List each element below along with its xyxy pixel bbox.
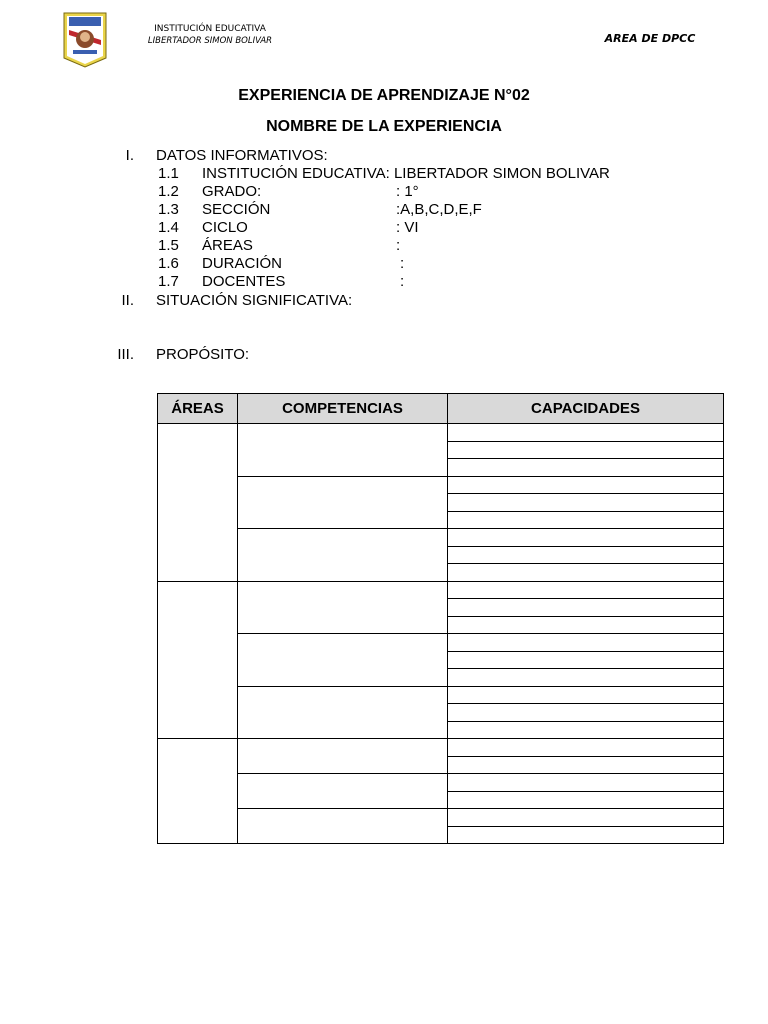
section-1-numeral: I. <box>125 147 134 164</box>
competencia-cell[interactable] <box>238 686 448 739</box>
datos-value: : <box>396 237 401 254</box>
capacidad-cell[interactable] <box>448 704 724 722</box>
table-row <box>158 476 724 494</box>
competencia-cell[interactable] <box>238 774 448 809</box>
page-title: EXPERIENCIA DE APRENDIZAJE N°02 <box>238 87 530 104</box>
school-name-line1: INSTITUCIÓN EDUCATIVA <box>154 24 266 34</box>
capacidad-cell[interactable] <box>448 581 724 599</box>
capacidad-cell[interactable] <box>448 529 724 547</box>
header-areas: ÁREAS <box>158 394 238 424</box>
table-row <box>158 529 724 547</box>
datos-label: INSTITUCIÓN EDUCATIVA: LIBERTADOR SIMON BOLIVAR <box>202 165 610 182</box>
header-competencias: COMPETENCIAS <box>238 394 448 424</box>
section-1-label: DATOS INFORMATIVOS: <box>156 147 328 164</box>
capacidad-cell[interactable] <box>448 459 724 477</box>
competencia-cell[interactable] <box>238 581 448 634</box>
capacidad-cell[interactable] <box>448 616 724 634</box>
datos-value: : VI <box>396 219 419 236</box>
capacidad-cell[interactable] <box>448 721 724 739</box>
competencia-cell[interactable] <box>238 809 448 844</box>
section-2-label: SITUACIÓN SIGNIFICATIVA: <box>156 292 353 309</box>
capacidad-cell[interactable] <box>448 669 724 687</box>
capacidad-cell[interactable] <box>448 599 724 617</box>
area-cell[interactable] <box>158 739 238 844</box>
competencia-cell[interactable] <box>238 476 448 529</box>
datos-num: 1.2 <box>158 183 179 200</box>
datos-num: 1.5 <box>158 237 179 254</box>
capacidad-cell[interactable] <box>448 791 724 809</box>
area-cell[interactable] <box>158 581 238 739</box>
capacidad-cell[interactable] <box>448 564 724 582</box>
capacidad-cell[interactable] <box>448 739 724 757</box>
table-row <box>158 581 724 599</box>
table-row <box>158 809 724 827</box>
capacidad-cell[interactable] <box>448 651 724 669</box>
datos-num: 1.6 <box>158 255 179 272</box>
datos-label: DURACIÓN <box>202 255 283 272</box>
capacidad-cell[interactable] <box>448 634 724 652</box>
school-crest-icon <box>63 12 107 68</box>
table-row <box>158 424 724 442</box>
datos-label: ÁREAS <box>202 237 253 254</box>
section-2-numeral: II. <box>121 292 134 309</box>
datos-num: 1.4 <box>158 219 179 236</box>
table-row <box>158 739 724 757</box>
datos-label: SECCIÓN <box>202 201 271 218</box>
table-header-row <box>158 394 724 424</box>
table-row <box>158 774 724 792</box>
capacidad-cell[interactable] <box>448 546 724 564</box>
datos-label: CICLO <box>202 219 248 236</box>
datos-value: : <box>400 255 405 272</box>
area-cell[interactable] <box>158 424 238 582</box>
header-capacidades: CAPACIDADES <box>448 394 724 424</box>
capacidad-cell[interactable] <box>448 809 724 827</box>
capacidad-cell[interactable] <box>448 494 724 512</box>
capacidad-cell[interactable] <box>448 774 724 792</box>
competencia-cell[interactable] <box>238 529 448 582</box>
competencia-cell[interactable] <box>238 739 448 774</box>
capacidad-cell[interactable] <box>448 826 724 844</box>
table-row <box>158 686 724 704</box>
table-row <box>158 634 724 652</box>
capacidad-cell[interactable] <box>448 424 724 442</box>
capacidad-cell[interactable] <box>448 686 724 704</box>
capacidad-cell[interactable] <box>448 511 724 529</box>
area-label: AREA DE DPCC <box>604 32 696 45</box>
competencia-cell[interactable] <box>238 634 448 687</box>
competencies-table <box>157 393 724 844</box>
datos-num: 1.1 <box>158 165 179 182</box>
capacidad-cell[interactable] <box>448 441 724 459</box>
school-name-line2: LIBERTADOR SIMON BOLIVAR <box>147 36 273 46</box>
datos-label: DOCENTES <box>202 273 286 290</box>
datos-label: GRADO: <box>202 183 262 200</box>
section-3-label: PROPÓSITO: <box>156 346 250 363</box>
capacidad-cell[interactable] <box>448 756 724 774</box>
datos-value: : <box>400 273 405 290</box>
datos-num: 1.7 <box>158 273 179 290</box>
competencia-cell[interactable] <box>238 424 448 477</box>
datos-num: 1.3 <box>158 201 179 218</box>
capacidad-cell[interactable] <box>448 476 724 494</box>
experience-name-title: NOMBRE DE LA EXPERIENCIA <box>266 118 502 135</box>
section-3-numeral: III. <box>117 346 134 363</box>
datos-value: : 1° <box>396 183 419 200</box>
datos-value: :A,B,C,D,E,F <box>396 201 482 218</box>
